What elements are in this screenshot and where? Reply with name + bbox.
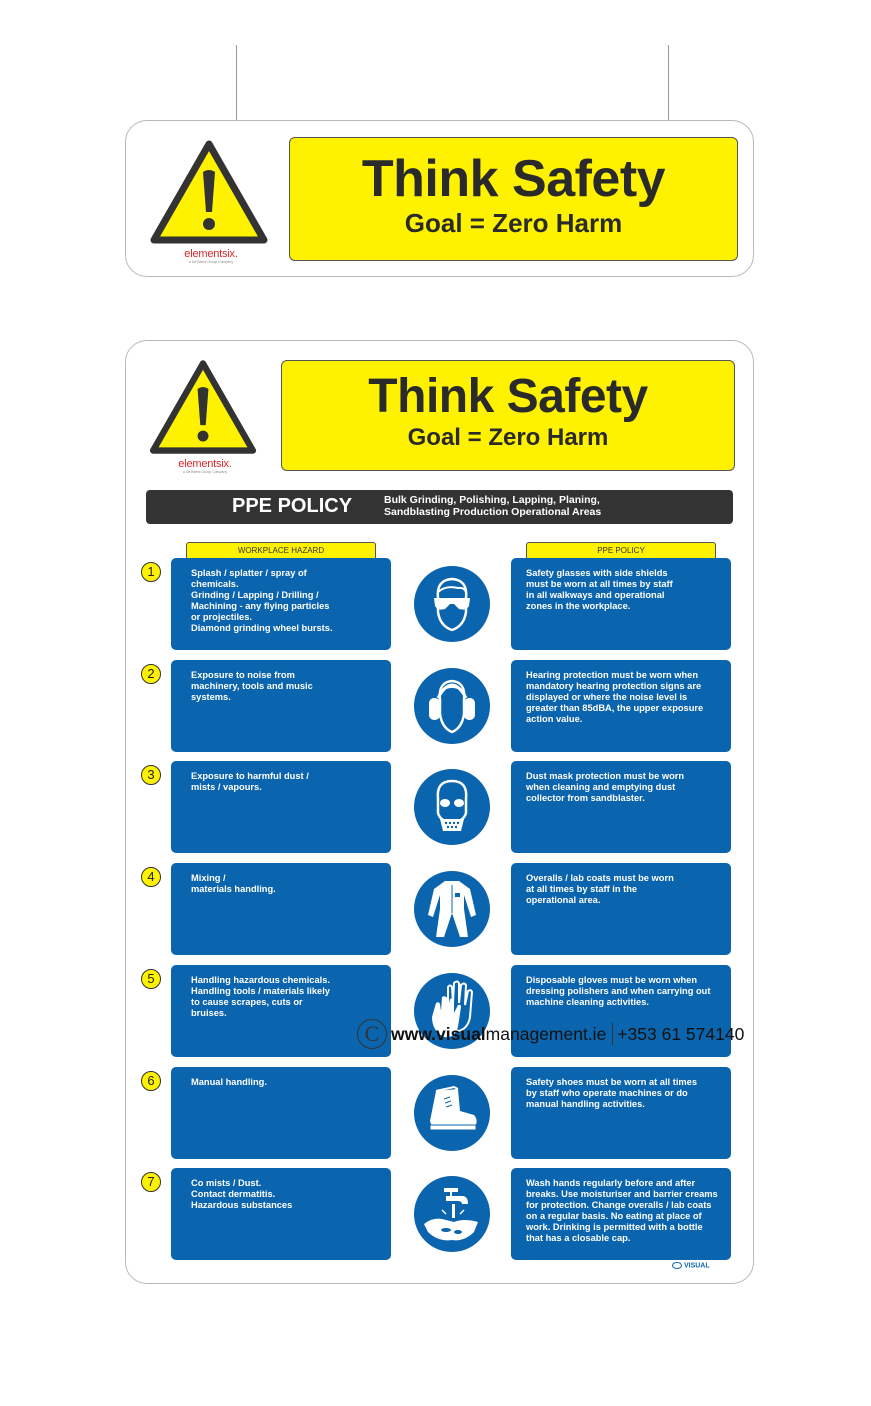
small-sign-subtitle: Goal = Zero Harm — [404, 208, 623, 238]
safety-boots-icon — [414, 1075, 490, 1151]
wash-hands-icon — [414, 1176, 490, 1252]
watermark-phone: +353 61 574140 — [617, 1023, 745, 1044]
large-sign-subtitle: Goal = Zero Harm — [407, 424, 609, 451]
policy-text-line: by staff who operate machines or do — [526, 1088, 688, 1098]
policy-box — [511, 1168, 731, 1260]
hazard-text-line: Exposure to noise from — [191, 670, 295, 680]
hazard-box — [171, 558, 391, 650]
hazard-text-line: materials handling. — [191, 884, 276, 894]
visual-management-logo: VISUAL — [672, 1262, 710, 1269]
hazard-box — [171, 761, 391, 853]
policy-text-line: operational area. — [526, 895, 601, 905]
policy-box — [511, 660, 731, 752]
warning-triangle-icon — [148, 138, 270, 246]
hazard-text-line: Contact dermatitis. — [191, 1189, 276, 1199]
policy-text-line: dressing polishers and when carrying out — [526, 986, 711, 996]
hazard-text-line: machinery, tools and music — [191, 681, 313, 691]
hanging-wire-left — [236, 45, 237, 123]
hazard-text-line: Manual handling. — [191, 1077, 267, 1087]
policy-text-line: Overalls / lab coats must be worn — [526, 873, 674, 883]
policy-text-line: for protection. Change overalls / lab coats — [526, 1200, 712, 1210]
elementsix-logo: elementsix. a De Beers Group Company — [178, 458, 232, 474]
hazard-text-line: Machining - any flying particles — [191, 601, 330, 611]
policy-text-line: Dust mask protection must be worn — [526, 771, 685, 781]
policy-text-line: Hearing protection must be worn when — [526, 670, 699, 680]
ppe-policy-header: PPE POLICY — [526, 542, 716, 558]
hazard-box — [171, 1067, 391, 1159]
policy-box — [511, 761, 731, 853]
policy-text-line: action value. — [526, 714, 583, 724]
hazard-text-line: Diamond grinding wheel bursts. — [191, 623, 333, 633]
large-sign-title-box — [281, 360, 735, 471]
policy-text-line: displayed or where the noise level is — [526, 692, 688, 702]
policy-text-line: Wash hands regularly before and after — [526, 1178, 696, 1188]
hazard-text-line: Splash / splatter / spray of — [191, 568, 307, 578]
policy-text-line: zones in the workplace. — [526, 601, 631, 611]
overalls-icon — [414, 871, 490, 947]
row-number-badge: 5 — [141, 969, 161, 989]
policy-box — [511, 863, 731, 955]
hazard-text-line: Grinding / Lapping / Drilling / — [191, 590, 319, 600]
row-number-badge: 2 — [141, 664, 161, 684]
hazard-text-line: Co mists / Dust. — [191, 1178, 262, 1188]
policy-text-line: manual handling activities. — [526, 1099, 645, 1109]
policy-text-line: must be worn at all times by staff — [526, 579, 673, 589]
elementsix-logo: elementsix. a De Beers Group Company — [184, 248, 238, 264]
hazard-text-line: chemicals. — [191, 579, 239, 589]
hazard-text-line: Exposure to harmful dust / — [191, 771, 309, 781]
policy-text-line: when cleaning and emptying dust — [526, 782, 676, 792]
hazard-text-line: to cause scrapes, cuts or — [191, 997, 303, 1007]
hazard-text-line: Handling tools / materials likely — [191, 986, 330, 996]
watermark-divider — [612, 1023, 613, 1045]
policy-box — [511, 1067, 731, 1159]
warning-triangle-icon — [147, 358, 259, 456]
policy-text-line: breaks. Use moisturiser and barrier creams — [526, 1189, 718, 1199]
small-sign-title: Think Safety — [361, 150, 666, 208]
policy-text-line: Disposable gloves must be worn when — [526, 975, 697, 985]
small-sign-title-box — [289, 137, 738, 261]
hazard-text-line: Handling hazardous chemicals. — [191, 975, 330, 985]
workplace-hazard-header: WORKPLACE HAZARD — [186, 542, 376, 558]
ppe-policy-title: PPE POLICY — [232, 495, 353, 517]
watermark-website: www.visualmanagement.ie — [391, 1023, 607, 1044]
eye-icon — [672, 1262, 682, 1269]
watermark — [357, 1019, 744, 1049]
hazard-box — [171, 1168, 391, 1260]
policy-text-line: at all times by staff in the — [526, 884, 638, 894]
row-number-badge: 4 — [141, 867, 161, 887]
hazard-box — [171, 863, 391, 955]
large-sign-title: Think Safety — [368, 370, 648, 423]
ppe-policy-bar — [146, 490, 733, 524]
policy-text-line: in all walkways and operational — [526, 590, 665, 600]
hanging-wire-right — [668, 45, 669, 123]
hazard-text-line: or projectiles. — [191, 612, 252, 622]
copyright-icon: C — [357, 1019, 387, 1049]
hazard-text-line: mists / vapours. — [191, 782, 262, 792]
policy-text-line: Safety glasses with side shields — [526, 568, 668, 578]
hazard-text-line: bruises. — [191, 1008, 227, 1018]
safety-glasses-icon — [414, 566, 490, 642]
ear-protection-icon — [414, 668, 490, 744]
policy-text-line: machine cleaning activities. — [526, 997, 649, 1007]
hazard-box — [171, 660, 391, 752]
hazard-text-line: systems. — [191, 692, 231, 702]
policy-text-line: mandatory hearing protection signs are — [526, 681, 702, 691]
policy-text-line: Safety shoes must be worn at all times — [526, 1077, 698, 1087]
row-number-badge: 3 — [141, 765, 161, 785]
row-number-badge: 7 — [141, 1172, 161, 1192]
policy-text-line: work. Drinking is permitted with a bottle — [526, 1222, 703, 1232]
row-number-badge: 6 — [141, 1071, 161, 1091]
hazard-text-line: Mixing / — [191, 873, 226, 883]
policy-text-line: on a regular basis. No eating at place of — [526, 1211, 702, 1221]
policy-text-line: collector from sandblaster. — [526, 793, 645, 803]
respirator-mask-icon — [414, 769, 490, 845]
policy-text-line: that has a closable cap. — [526, 1233, 631, 1243]
hazard-text-line: Hazardous substances — [191, 1200, 293, 1210]
policy-box — [511, 558, 731, 650]
row-number-badge: 1 — [141, 562, 161, 582]
ppe-policy-description: Bulk Grinding, Polishing, Lapping, Planing, Sandblasting Production Operational Areas — [384, 494, 602, 518]
policy-text-line: greater than 85dBA, the upper exposure — [526, 703, 704, 713]
